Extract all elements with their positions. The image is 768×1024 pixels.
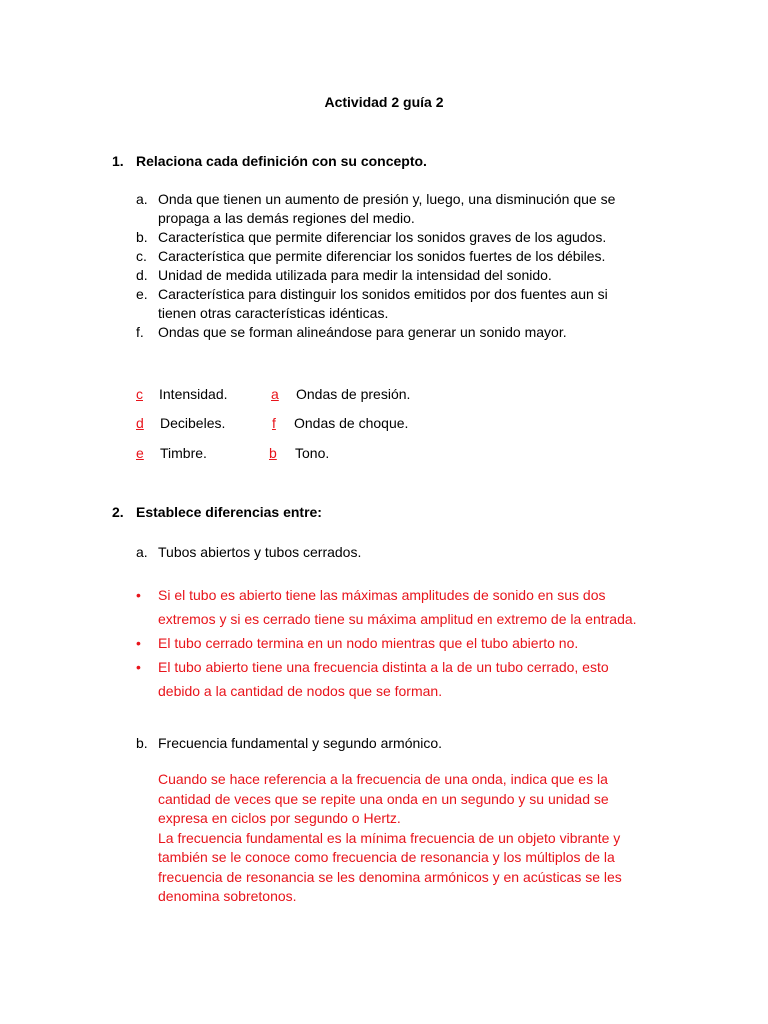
definition-b: b. Característica que permite diferenciar los sonidos graves de los agudos.: [136, 229, 607, 245]
match-concept: Ondas de presión.: [296, 386, 411, 402]
definition-a: a. Onda que tienen un aumento de presión y, luego, una disminución que se propaga a las demás regiones del medio.: [136, 191, 616, 226]
match-answer: d: [136, 415, 144, 431]
match-concept: Decibeles.: [160, 415, 226, 431]
match-answer: a: [271, 386, 279, 402]
document-title: Actividad 2 guía 2: [324, 94, 444, 110]
frequency-answer: Cuando se hace referencia a la frecuencia de una onda, indica que es la cantidad de veces que se repite una onda en un segundo y su unidad se expresa en ciclos por segundo o Hertz. La frecuencia fundamental es la mínima frecuencia de un objeto vibrante y también se le conoce como frecuencia de resonancia y los múltiplos de la frecuencia de resonancia se les denomina armónicos y en acústicas se les denomina sobretonos.: [158, 771, 622, 904]
bullet-item: • Si el tubo es abierto tiene las máximas amplitudes de sonido en sus dos extremos y si es cerrado tiene su máxima amplitud en extremo de la entrada.: [136, 583, 696, 631]
bullet-item: • El tubo cerrado termina en un nodo mientras que el tubo abierto no.: [136, 631, 696, 655]
question-1-number: 1.: [112, 153, 124, 169]
bullet-icon: •: [136, 635, 141, 651]
match-concept: Timbre.: [160, 445, 207, 461]
match-answer: b: [269, 445, 277, 461]
definition-f: f. Ondas que se forman alineándose para generar un sonido mayor.: [136, 324, 567, 340]
question-2-heading: Establece diferencias entre:: [136, 504, 322, 520]
bullet-item: • El tubo abierto tiene una frecuencia distinta a la de un tubo cerrado, esto debido a la cantidad de nodos que se forman.: [136, 655, 696, 703]
definition-c: c. Característica que permite diferenciar los sonidos fuertes de los débiles.: [136, 248, 606, 264]
question-2-number: 2.: [112, 504, 124, 520]
bullet-icon: •: [136, 659, 141, 675]
definition-d: d. Unidad de medida utilizada para medir la intensidad del sonido.: [136, 267, 552, 283]
match-answer: e: [136, 445, 144, 461]
document-page: Actividad 2 guía 2 1. Relaciona cada definición con su concepto. a. Onda que tienen un aumento de presión y, luego, una disminución que se propaga a las demás regiones del medio. b. Característica que permite diferenciar los sonidos graves de los agudos. c. Característica que permite diferenciar los sonidos fuertes de los débiles. d. Unidad de medida utilizada para medir la intensidad del sonido. e. Característica para distinguir los sonidos emitidos por dos fuentes aun si tienen otras características idénticas. f. Ondas que se forman alineándose para generar un sonido mayor. c Intensidad. a Ondas de presión. d Decibeles. f Ondas de choque. e Timbre. b Tono. 2. Establece diferencias entre: a. Tubos abiertos y tubos cerrados. • Si el tubo es abierto tiene las máximas amplitudes de sonido en sus dos extremos y si es cerrado tiene su máxima amplitud en extremo de la entrada. • El tubo cerrado termina en un nodo mientras que el tubo abierto no. • El tubo abierto tiene una frecuencia distinta a la de un tubo cerrado, esto debido a la cantidad de nodos que se forman. b. Frecuencia fundamental y segundo armónico. Cuando se hace referencia a la frecuencia de una onda, indica que es la cantidad de veces que se repite una onda en un segundo y su unidad se expresa en ciclos por segundo o Hertz. La frecuencia fundamental es la mínima frecuencia de un objeto vibrante y también se le conoce como frecuencia de resonancia y los múltiplos de la frecuencia de resonancia se les denomina armónicos y en acústicas se les denomina sobretonos.: [0, 0, 768, 1024]
match-concept: Tono.: [295, 445, 330, 461]
match-concept: Intensidad.: [159, 386, 228, 402]
match-answer: f: [272, 415, 276, 431]
match-concept: Ondas de choque.: [294, 415, 409, 431]
match-answer: c: [136, 386, 143, 402]
bullet-icon: •: [136, 587, 141, 603]
definition-list: [136, 190, 696, 342]
tubes-answer-list: [136, 583, 696, 703]
definition-e: e. Característica para distinguir los sonidos emitidos por dos fuentes aun si tienen otras características idénticas.: [136, 286, 608, 321]
question-1-heading: Relaciona cada definición con su concepto.: [136, 153, 427, 169]
